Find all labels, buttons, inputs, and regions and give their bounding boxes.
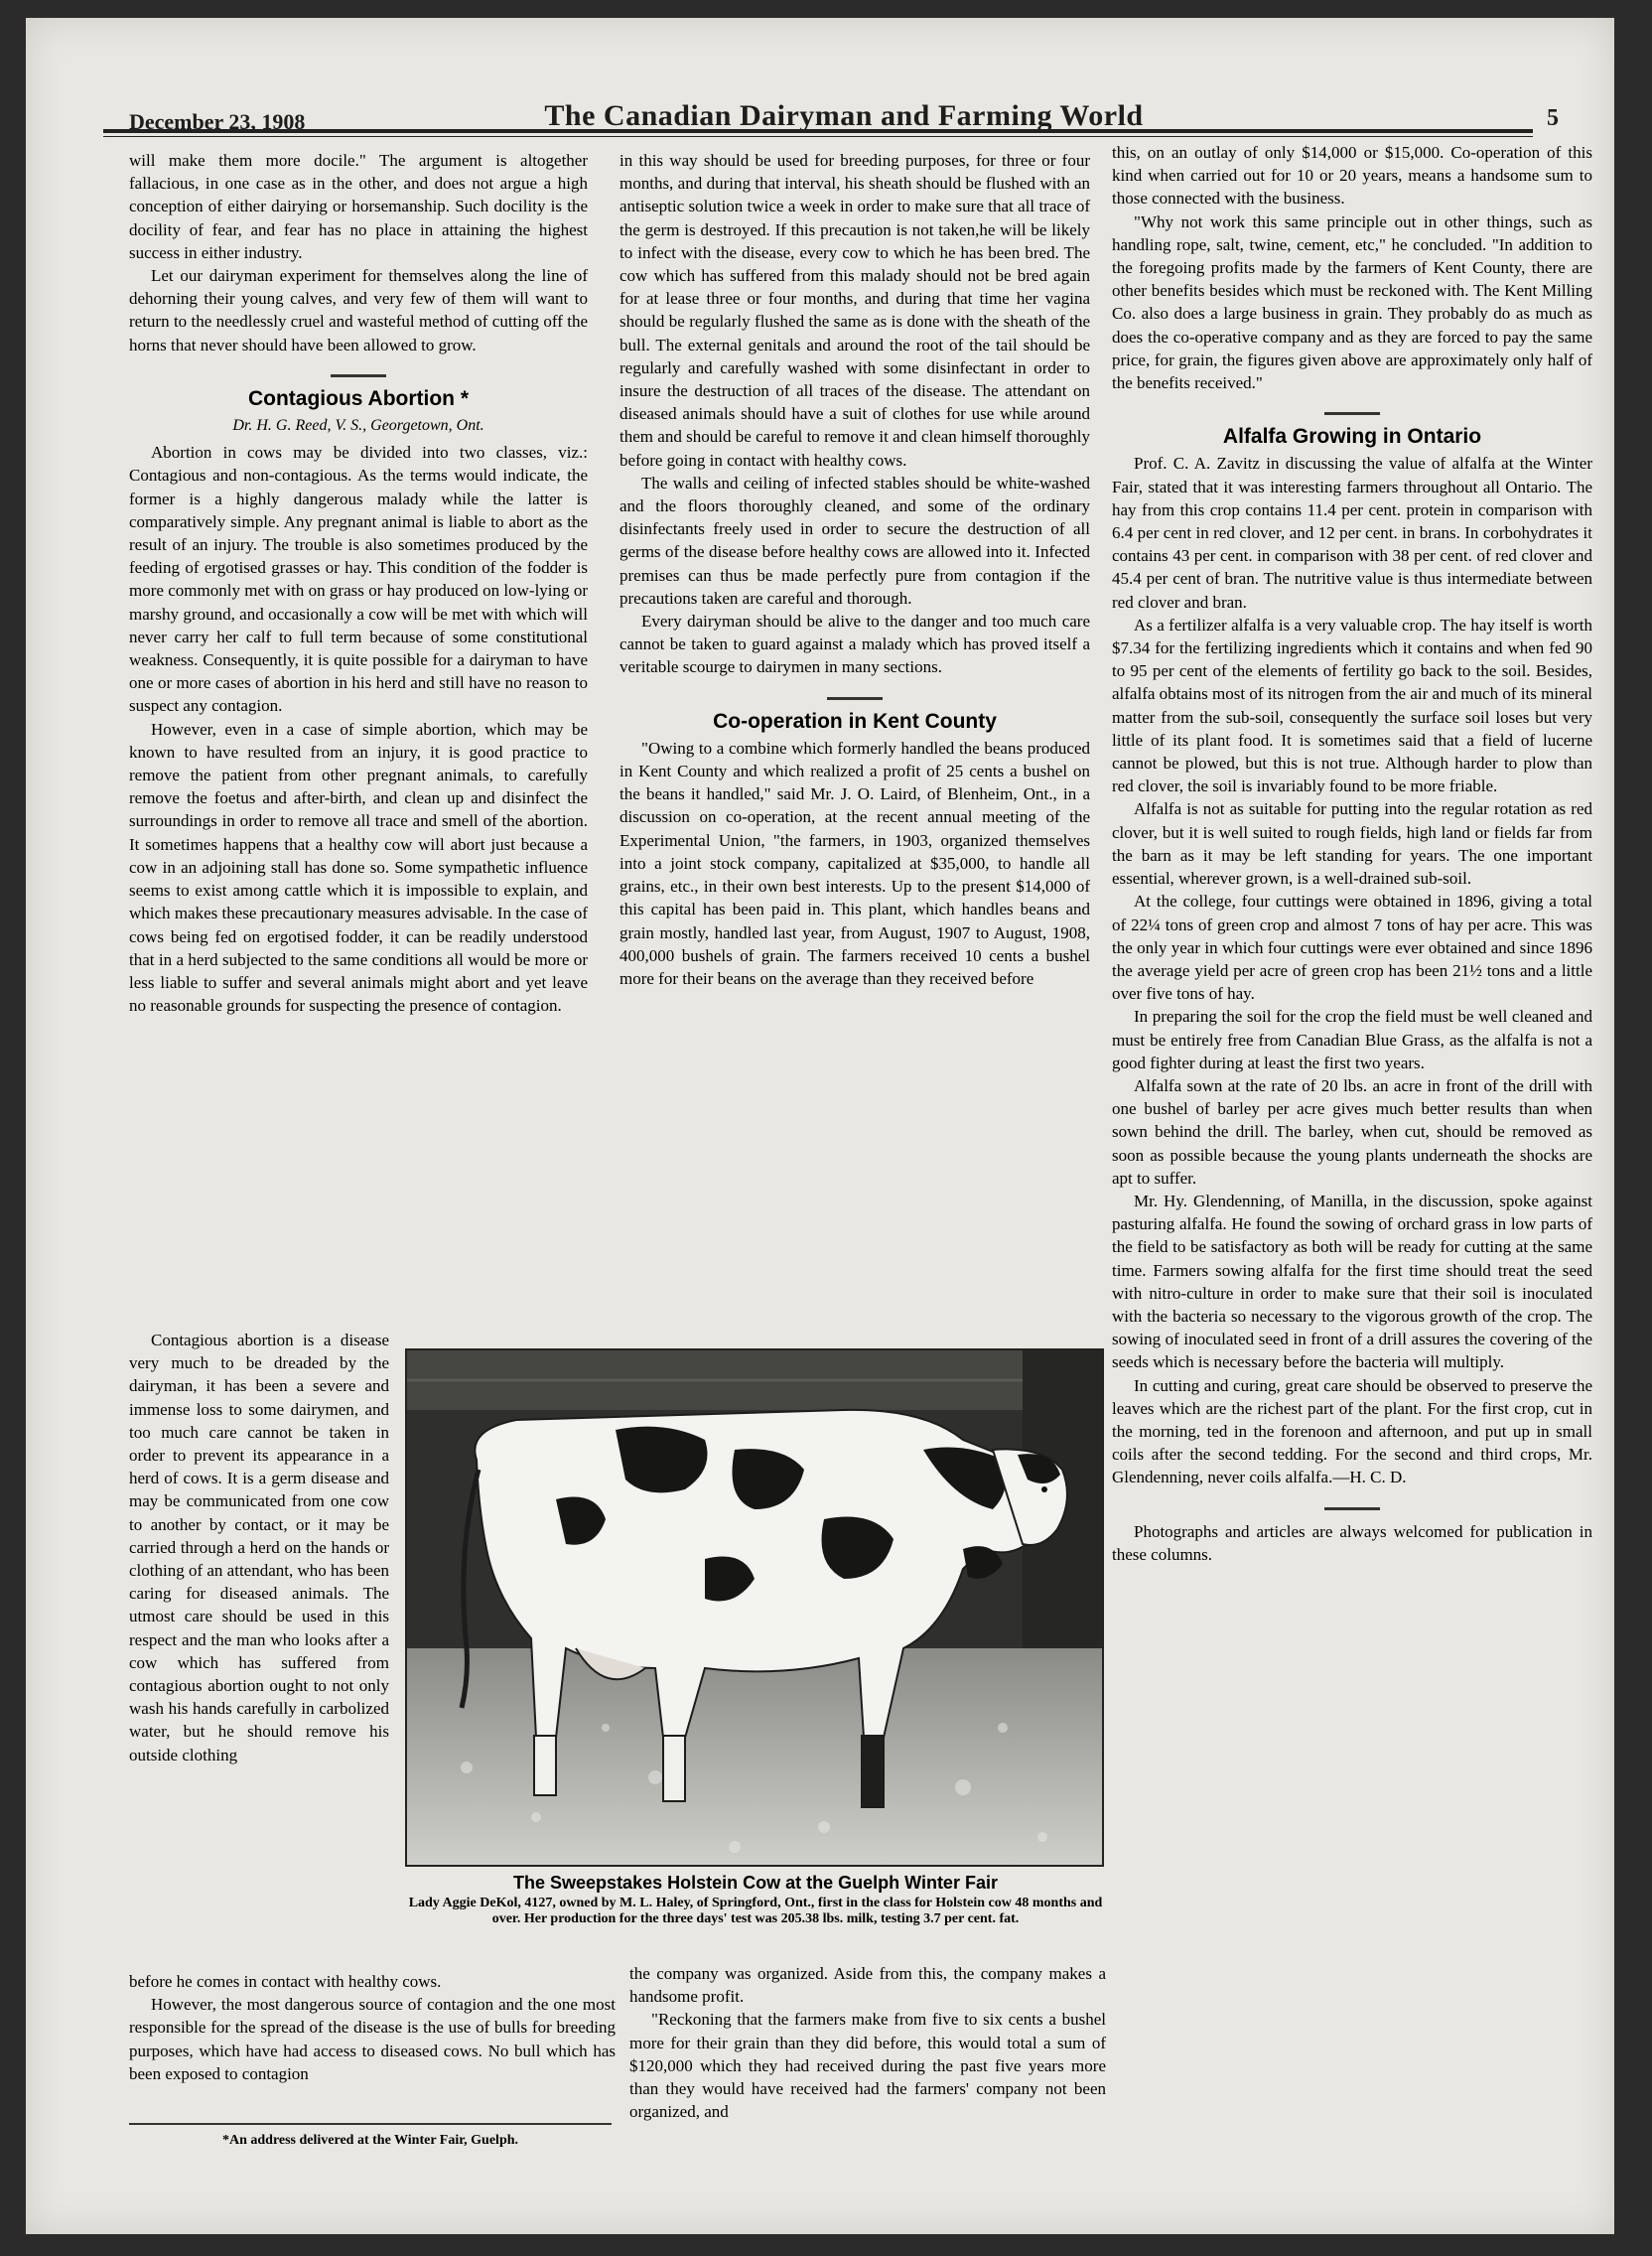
column-3 xyxy=(1112,141,1592,2186)
footnote-rule xyxy=(129,2123,612,2125)
paragraph: this, on an outlay of only $14,000 or $15,000. Co-operation of this kind when carried out for 10 or 20 years, means a handsome sum to those connected with the business. xyxy=(1112,143,1592,209)
paragraph: before he comes in contact with healthy cows. xyxy=(129,1972,442,1991)
article-byline: Dr. H. G. Reed, V. S., Georgetown, Ont. xyxy=(232,417,484,435)
paragraph: As a fertilizer alfalfa is a very valuable crop. The hay itself is worth $7.34 for the fertilizing ingredients which it contains and when fed 90 to 95 per cent of the elements of fertility go back to the soil. Besides, alfalfa obtains most of its nitrogen from the air and much of its mineral matter from the sub-soil, consequently the surface soil loses but very little of its plant food. It is sometimes said that a field of lucerne cannot be plowed, but this is not true. Although harder to plow than red clover, the soil is invariably found to be more friable. xyxy=(1112,615,1592,796)
header-rule xyxy=(103,129,1533,133)
paragraph: In cutting and curing, great care should be observed to preserve the leaves which are the richest part of the plant. For the first crop, cut in the morning, ted in the forenoon and afternoon, and put up in small coils after the second tedding. For the second and third crops, Mr. Glendenning, never coils alfalfa.—H. C. D. xyxy=(1112,1375,1592,1487)
holstein-cow-photo xyxy=(405,1348,1104,1867)
paragraph: "Reckoning that the farmers make from five to six cents a bushel more for their grain than they did before, this would total a sum of $120,000 which they had received during the past five years more than they would have received had the farmers' company not been organized, and xyxy=(629,2010,1106,2122)
paragraph: "Why not work this same principle out in other things, such as handling rope, salt, twine, cement, etc," he concluded. "In addition to the foregoing profits made by the farmers of Kent County, there are other benefits besides which must be reckoned with. The Kent Milling Co. also does a large business in grain. They probably do as much as does the co-operative company and as they are forced to pay the same price, for grain, the figures given above are approximately only half of the benefits received." xyxy=(1112,212,1592,393)
paragraph: Alfalfa sown at the rate of 20 lbs. an acre in front of the drill with one bushel of barley per acre gives much better results than when sown behind the drill. The barley, when cut, should be removed as soon as possible because the young plants underneath the shocks are apt to suffer. xyxy=(1112,1075,1592,1188)
issue-date: December 23, 1908 xyxy=(129,109,306,134)
page-number: 5 xyxy=(1547,105,1559,131)
paragraph: At the college, four cuttings were obtained in 1896, giving a total of 22¼ tons of green crop and almost 7 tons of hay per acre. This was the only year in which four cuttings were ever obtained and since 1896 the average yield per acre of green crop has been 21½ tons and a little over five tons of hay. xyxy=(1112,892,1592,1004)
paragraph: Alfalfa is not as suitable for putting into the regular rotation as red clover, but it is well suited to rough fields, high land or fields far from the barn as it may be left standing for years. The one important essential, wherever grown, is a well-drained sub-soil. xyxy=(1112,799,1592,889)
column-2 xyxy=(620,149,1090,1340)
paragraph: Mr. Hy. Glendenning, of Manilla, in the discussion, spoke against pasturing alfalfa. He found the sowing of orchard grass in low parts of the field to be satisfactory as both will be ready for cutting at the same time. Farmers sowing alfalfa for the first time should treat the seed with nitro-culture in order to make sure that their soil is inoculated with the bacteria so necessary to the vigorous growth of the crop. The sowing of inoculated seed in front of a drill assures the covering of the seeds which is necessary before the bacteria will multiply. xyxy=(1112,1191,1592,1372)
header-rule-thin xyxy=(103,136,1533,137)
column-2-bottom xyxy=(629,1962,1106,2151)
paragraph: the company was organized. Aside from this, the company makes a handsome profit. xyxy=(629,1964,1106,2007)
section-divider xyxy=(331,374,386,377)
caption-text: Lady Aggie DeKol, 4127, owned by M. L. Haley, of Springford, Ont., first in the class for Holstein cow 48 months and over. Her production for the three days' test was 205.38 lbs. milk, testing 3.7 per cent. fat. xyxy=(408,1896,1103,1926)
masthead-title: The Canadian Dairyman and Farming World xyxy=(544,99,1144,132)
cow-illustration xyxy=(407,1350,1102,1865)
column-1-narrow xyxy=(129,1329,389,1964)
closing-note: Photographs and articles are always welcomed for publication in these columns. xyxy=(1112,1521,1592,1564)
footnote: *An address delivered at the Winter Fair, Guelph. xyxy=(221,2133,519,2148)
paragraph: Contagious abortion is a disease very much to be dreaded by the dairyman, it has been a severe and immense loss to some dairymen, and too much care cannot be taken in order to prevent its appearance in a herd of cows. It is a germ disease and may be communicated from one cow to another by contact, or it may be carried through a herd on the hands or clothing of an attendant, who has been caring for diseased animals. The utmost care should be used in this respect and the man who looks after a cow which has suffered from contagious abortion ought to not only wash his hands carefully in carbolized water, but he should remove his outside clothing xyxy=(129,1331,390,1764)
section-divider xyxy=(827,697,883,700)
paragraph: In preparing the soil for the crop the field must be well cleaned and must be entirely free from Canadian Blue Grass, as the alfalfa is not a good fighter during at least the first two years. xyxy=(1112,1007,1592,1072)
section-divider xyxy=(1324,412,1380,415)
paragraph: Every dairyman should be alive to the danger and too much care cannot be taken to guard against a malady which has proved itself a veritable scourge to dairymen in many sections. xyxy=(620,612,1090,677)
paragraph: The walls and ceiling of infected stables should be white-washed and the floors thoroughly cleaned, and some of the ordinary disinfectants freely used in order to secure the destruction of all germs of the disease before healthy cows are allowed into it. Infected premises can thus be made perfectly pure from contagion if the precautions taken are careful and thorough. xyxy=(620,473,1090,608)
paragraph: However, the most dangerous source of contagion and the one most responsible for the spread of the disease is the use of bulls for breeding purposes, which have had access to diseased cows. No bull which has been exposed to contagion xyxy=(129,1995,616,2083)
column-1 xyxy=(129,149,588,1331)
paragraph: Abortion in cows may be divided into two classes, viz.: Contagious and non-contagious. As the terms would indicate, the former is a highly dangerous malady while the latter is comparatively simple. Any pregnant animal is liable to abort as the result of an injury. The trouble is also sometimes produced by the feeding of ergotised grasses or hay. This condition of the fodder is more commonly met with on grass or hay produced on low-lying or marshy ground, and occasionally a cow will be met with which will never carry her calf to full term because of some constitutional weakness. Consequently, it is quite possible for a dairyman to have one or more cases of abortion in his herd and still have no reason to suspect any contagion. xyxy=(129,443,588,716)
paragraph: Prof. C. A. Zavitz in discussing the value of alfalfa at the Winter Fair, stated that it was interesting farmers throughout all Ontario. The hay from this crop contains 11.4 per cent. protein in comparison with 6.4 per cent in red clover, and 12 per cent. in brans. In corbohydrates it contains 43 per cent. in comparison with 38 per cent. of red clover and 45.4 per cent of bran. The nutritive value is thus intermediate between red clover and bran. xyxy=(1112,454,1592,612)
paragraph: will make them more docile." The argument is altogether fallacious, in one case as in the other, and does not argue a high conception of either dairying or horsemanship. Such docility is the docility of fear, and fear has no place in attaining the highest success in either industry. xyxy=(129,151,588,262)
article-heading-alfalfa: Alfalfa Growing in Ontario xyxy=(1222,425,1482,449)
paragraph: Let our dairyman experiment for themselves along the line of dehorning their young calves, and very few of them will want to return to the needlessly cruel and wasteful method of cutting off the horns that never should have been allowed to grow. xyxy=(129,266,588,354)
column-1-bottom xyxy=(129,1970,616,2139)
article-heading-contagious-abortion: Contagious Abortion * xyxy=(247,386,470,410)
paragraph: "Owing to a combine which formerly handled the beans produced in Kent County and which realized a profit of 25 cents a bushel on the beans it handled," said Mr. J. O. Laird, of Blenheim, Ont., in a discussion on co-operation, at the recent annual meeting of the Experimental Union, "the farmers, in 1903, organized themselves into a joint stock company, capitalized at $35,000, to handle all grains, etc., in their own best interests. Up to the present $14,000 of this capital has been paid in. This plant, which handles beans and grain mostly, handled last year, from August, 1907 to August, 1908, 400,000 bushels of grain. The farmers received 10 cents a bushel more for their beans on the average than they received before xyxy=(620,738,1090,988)
paragraph: in this way should be used for breeding purposes, for three or four months, and during that interval, his sheath should be flushed with an antiseptic solution twice a week in order to make sure that all trace of the germ is destroyed. If this precaution is not taken,he will be likely to infect with the disease, every cow to which he has been bred. The cow which has suffered from this malady should not be bred again for at lease three or four months, and during that time her vagina should be regularly flushed the same as is done with the sheath of the bull. The external genitals and around the root of the tail should be regularly and carefully washed with some disinfectant in order to insure the destruction of all traces of the disease. The attendant on diseased animals should have a suit of clothes for use while around them and should be careful to remove it and clean himself thoroughly before going in contact with healthy cows. xyxy=(620,151,1090,470)
article-heading-kent-county: Co-operation in Kent County xyxy=(713,709,997,733)
paragraph: However, even in a case of simple abortion, which may be known to have resulted from an injury, it is good practice to remove the patient from other pregnant animals, to carefully remove the foetus and after-birth, and clean up and disinfect the surroundings in order to remove all trace and smell of the abortion. It sometimes happens that a healthy cow will abort just because a cow in an adjoining stall has done so. Some sympathetic influence seems to exist among cattle which it is impossible to explain, and which makes these precautionary measures advisable. In the case of cows being fed on ergotised fodder, it can be readily understood that in a herd subjected to the same conditions all would be more or less liable to suffer and several animals might abort and yet leave no reasonable grounds for suspecting the presence of contagion. xyxy=(129,719,588,1016)
photo-caption xyxy=(393,1873,1118,1927)
section-divider xyxy=(1324,1507,1380,1510)
caption-title: The Sweepstakes Holstein Cow at the Guelph Winter Fair xyxy=(513,1873,998,1893)
